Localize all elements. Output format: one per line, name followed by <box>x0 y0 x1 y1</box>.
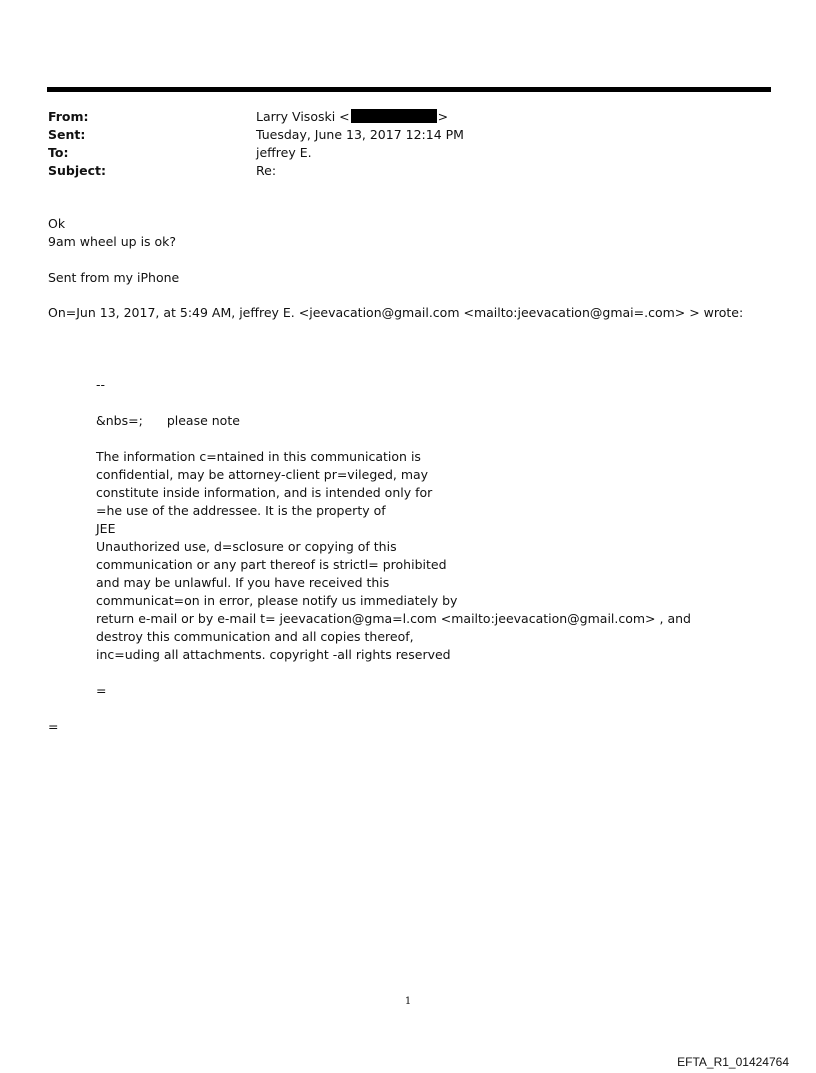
notice-line: JEE <box>96 521 116 536</box>
subject-value: Re: <box>256 163 277 178</box>
from-name: Larry Visoski <box>256 109 336 124</box>
header-rule <box>47 87 771 92</box>
from-row <box>48 108 748 126</box>
to-value: jeffrey E. <box>256 145 312 160</box>
to-label: To: <box>48 145 69 160</box>
notice-line: destroy this communication and all copies thereof, <box>96 629 414 644</box>
body-line-sent-from: Sent from my iPhone <box>48 270 180 285</box>
signature-trailing-eq: = <box>96 683 107 698</box>
from-label: From: <box>48 109 89 124</box>
signature-dashes: -- <box>96 377 106 392</box>
notice-line: and may be unlawful. If you have received this <box>96 575 390 590</box>
signature-nbsp: &nbs=; <box>96 413 143 428</box>
subject-label: Subject: <box>48 163 106 178</box>
from-bracket-open: < <box>339 109 350 124</box>
to-row <box>48 144 748 162</box>
confidentiality-notice <box>96 448 816 664</box>
notice-line: confidential, may be attorney-client pr=vileged, may <box>96 467 429 482</box>
final-eq: = <box>48 719 59 734</box>
notice-line: =he use of the addressee. It is the property of <box>96 503 386 518</box>
signature-please-note: please note <box>166 413 240 428</box>
notice-line: Unauthorized use, d=sclosure or copying of this <box>96 539 397 554</box>
quote-header: On=Jun 13, 2017, at 5:49 AM, jeffrey E. <jeevacation@gmail.com <mailto:jeevacation@gmai=.com> > wrote: <box>48 305 744 320</box>
notice-line: return e-mail or by e-mail t= jeevacation@gma=l.com <mailto:jeevacation@gmail.com> , and <box>96 611 691 626</box>
from-value <box>256 108 448 126</box>
sent-value: Tuesday, June 13, 2017 12:14 PM <box>256 127 464 142</box>
from-bracket-close: > <box>437 109 449 124</box>
notice-line: The information c=ntained in this communication is <box>96 449 421 464</box>
signature-please-note-row <box>96 412 816 430</box>
sent-label: Sent: <box>48 127 86 142</box>
document-id: EFTA_R1_01424764 <box>677 1055 789 1069</box>
notice-line: inc=uding all attachments. copyright -all rights reserved <box>96 647 451 662</box>
email-header <box>48 108 748 180</box>
notice-line: communication or any part thereof is strictl= prohibited <box>96 557 447 572</box>
body-line-question: 9am wheel up is ok? <box>48 234 177 249</box>
page-number: 1 <box>404 996 412 1007</box>
body-line-ok: Ok <box>48 216 66 231</box>
subject-row <box>48 162 748 180</box>
notice-line: constitute inside information, and is intended only for <box>96 485 433 500</box>
sent-row <box>48 126 748 144</box>
redacted-email <box>351 109 437 123</box>
notice-line: communicat=on in error, please notify us immediately by <box>96 593 458 608</box>
